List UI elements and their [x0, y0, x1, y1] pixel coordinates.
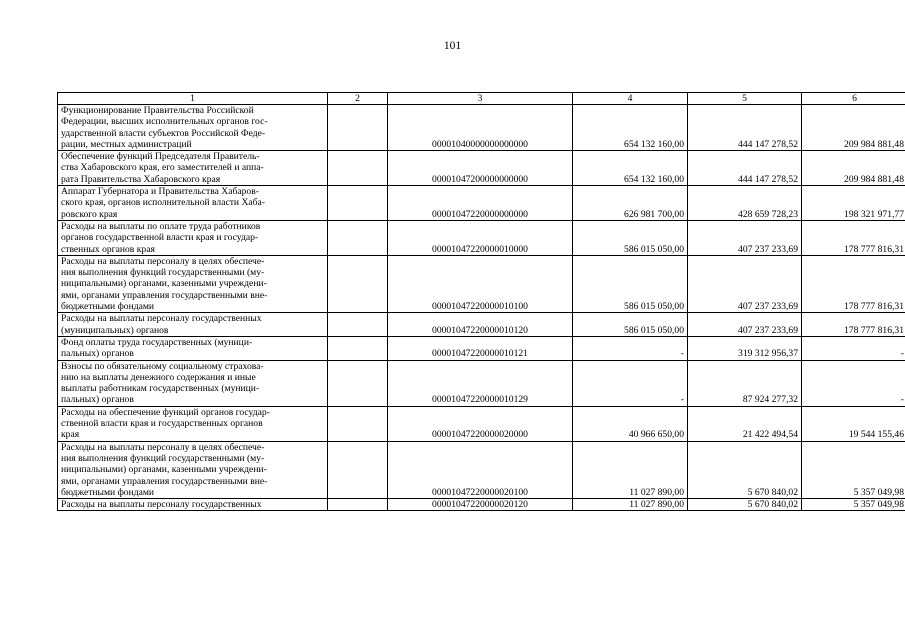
row-name-cell — [58, 336, 328, 360]
row-name-line: ями, органами управления государственными вне- — [61, 289, 268, 301]
row-col2-cell — [328, 360, 388, 406]
row-name-line: ударственной власти субъектов Российской Феде- — [61, 127, 266, 139]
row-value-col6: - — [802, 336, 905, 360]
row-name-line: ниципальными) органами, казенными учреждени- — [61, 464, 267, 476]
table-row — [58, 336, 905, 360]
row-name-line: рата Правительства Хабаровского края — [61, 173, 221, 185]
row-code-cell: 00001047220000010000 — [388, 220, 573, 255]
row-col2-cell — [328, 499, 388, 511]
row-value-col5: 407 237 233,69 — [688, 313, 802, 337]
row-name-cell — [58, 499, 328, 511]
row-name-line: Расходы на выплаты персоналу в целях обеспече- — [61, 255, 265, 267]
row-name-cell — [58, 151, 328, 186]
row-name-line: ровского края — [61, 208, 118, 220]
table-header-row — [58, 93, 905, 105]
row-value-col6: - — [802, 360, 905, 406]
row-name-cell — [58, 105, 328, 151]
table-row — [58, 406, 905, 441]
table-row — [58, 186, 905, 221]
row-name-line: Взносы по обязательному социальному страхова- — [61, 360, 264, 372]
row-col2-cell — [328, 313, 388, 337]
row-value-col4: 11 027 890,00 — [573, 499, 688, 511]
row-value-col6: 209 984 881,48 — [802, 151, 905, 186]
row-value-col6: 19 544 155,46 — [802, 406, 905, 441]
table-row — [58, 313, 905, 337]
row-col2-cell — [328, 406, 388, 441]
table-row — [58, 441, 905, 498]
row-value-col4: 586 015 050,00 — [573, 220, 688, 255]
row-value-col6: 209 984 881,48 — [802, 105, 905, 151]
row-value-col4: - — [573, 360, 688, 406]
row-name-line: нию на выплаты денежного содержания и иные — [61, 371, 256, 383]
row-name-line: Расходы на выплаты персоналу в целях обеспече- — [61, 441, 265, 453]
row-value-col6: 5 357 049,98 — [802, 499, 905, 511]
row-value-col5: 5 670 840,02 — [688, 499, 802, 511]
row-value-col5: 407 237 233,69 — [688, 220, 802, 255]
row-value-col5: 444 147 278,52 — [688, 105, 802, 151]
row-name-line: ства Хабаровского края, его заместителей и аппа- — [61, 162, 264, 174]
row-value-col5: 428 659 728,23 — [688, 186, 802, 221]
row-col2-cell — [328, 336, 388, 360]
row-name-line: органов государственной власти края и государ- — [61, 232, 259, 244]
row-value-col4: 586 015 050,00 — [573, 255, 688, 312]
row-col2-cell — [328, 105, 388, 151]
row-code-cell: 00001047200000000000 — [388, 151, 573, 186]
row-value-col5: 5 670 840,02 — [688, 441, 802, 498]
row-value-col5: 319 312 956,37 — [688, 336, 802, 360]
row-name-line: ского края, органов исполнительной власти Хаба- — [61, 197, 265, 209]
row-name-line: пальных) органов — [61, 348, 134, 360]
row-name-line: Расходы на выплаты по оплате труда работников — [61, 220, 261, 232]
row-col2-cell — [328, 441, 388, 498]
row-name-line: Расходы на обеспечение функций органов государ- — [61, 406, 270, 418]
row-name-line: ниципальными) органами, казенными учреждени- — [61, 278, 267, 290]
row-name-line: Фонд оплаты труда государственных (муници- — [61, 336, 253, 348]
row-name-line: ния выполнения функций государственными (му- — [61, 452, 265, 464]
row-value-col5: 407 237 233,69 — [688, 255, 802, 312]
row-code-cell: 00001047220000010100 — [388, 255, 573, 312]
row-name-cell — [58, 406, 328, 441]
row-value-col4: 11 027 890,00 — [573, 441, 688, 498]
row-name-line: рации, местных администраций — [61, 138, 192, 150]
row-name-line: Обеспечение функций Председателя Правитель- — [61, 151, 260, 163]
row-code-cell: 00001047220000000000 — [388, 186, 573, 221]
row-value-col4: 654 132 160,00 — [573, 151, 688, 186]
row-code-cell: 00001040000000000000 — [388, 105, 573, 151]
row-code-cell: 00001047220000010121 — [388, 336, 573, 360]
row-name-line: Федерации, высших исполнительных органов гос- — [61, 116, 268, 128]
column-header: 4 — [573, 93, 688, 105]
page-number: 101 — [443, 40, 462, 52]
table-row — [58, 255, 905, 312]
column-header: 1 — [58, 93, 328, 105]
row-value-col4: 586 015 050,00 — [573, 313, 688, 337]
row-value-col6: 178 777 816,31 — [802, 255, 905, 312]
column-header: 3 — [388, 93, 573, 105]
column-header: 5 — [688, 93, 802, 105]
row-code-cell: 00001047220000010129 — [388, 360, 573, 406]
column-header: 2 — [328, 93, 388, 105]
row-name-line: Функционирование Правительства Российской — [61, 105, 254, 116]
table-row — [58, 151, 905, 186]
row-value-col6: 5 357 049,98 — [802, 441, 905, 498]
row-value-col4: - — [573, 336, 688, 360]
row-name-cell — [58, 220, 328, 255]
row-name-cell — [58, 313, 328, 337]
row-value-col5: 21 422 494,54 — [688, 406, 802, 441]
row-value-col6: 178 777 816,31 — [802, 220, 905, 255]
row-name-line: выплаты работникам государственных (муници- — [61, 383, 260, 395]
row-name-line: ственных органов края — [61, 243, 155, 255]
column-header: 6 — [802, 93, 905, 105]
row-name-line: Расходы на выплаты персоналу государственных — [61, 313, 262, 325]
row-name-cell — [58, 360, 328, 406]
row-col2-cell — [328, 255, 388, 312]
row-name-line: Расходы на выплаты персоналу государственных — [61, 499, 262, 511]
row-name-line: бюджетными фондами — [61, 301, 155, 313]
row-name-line: ями, органами управления государственными вне- — [61, 475, 268, 487]
row-value-col6: 198 321 971,77 — [802, 186, 905, 221]
row-col2-cell — [328, 220, 388, 255]
row-name-cell — [58, 255, 328, 312]
row-code-cell: 00001047220000020000 — [388, 406, 573, 441]
row-value-col4: 654 132 160,00 — [573, 105, 688, 151]
row-value-col5: 87 924 277,32 — [688, 360, 802, 406]
row-name-line: ния выполнения функций государственными (му- — [61, 267, 265, 279]
table-row — [58, 360, 905, 406]
row-name-cell — [58, 441, 328, 498]
row-value-col4: 626 981 700,00 — [573, 186, 688, 221]
row-name-line: Аппарат Губернатора и Правительства Хабаров- — [61, 186, 259, 198]
row-col2-cell — [328, 186, 388, 221]
row-name-line: края — [61, 429, 80, 441]
row-value-col6: 178 777 816,31 — [802, 313, 905, 337]
row-name-line: бюджетными фондами — [61, 486, 155, 498]
row-code-cell: 00001047220000020100 — [388, 441, 573, 498]
row-code-cell: 00001047220000020120 — [388, 499, 573, 511]
table-row — [58, 220, 905, 255]
row-name-line: (муниципальных) органов — [61, 324, 169, 336]
table-row — [58, 499, 905, 511]
row-name-line: ственной власти края и государственных органов — [61, 418, 263, 430]
budget-table — [57, 92, 905, 511]
row-name-line: пальных) органов — [61, 394, 134, 406]
row-col2-cell — [328, 151, 388, 186]
row-code-cell: 00001047220000010120 — [388, 313, 573, 337]
row-name-cell — [58, 186, 328, 221]
row-value-col4: 40 966 650,00 — [573, 406, 688, 441]
row-value-col5: 444 147 278,52 — [688, 151, 802, 186]
table-row — [58, 105, 905, 151]
